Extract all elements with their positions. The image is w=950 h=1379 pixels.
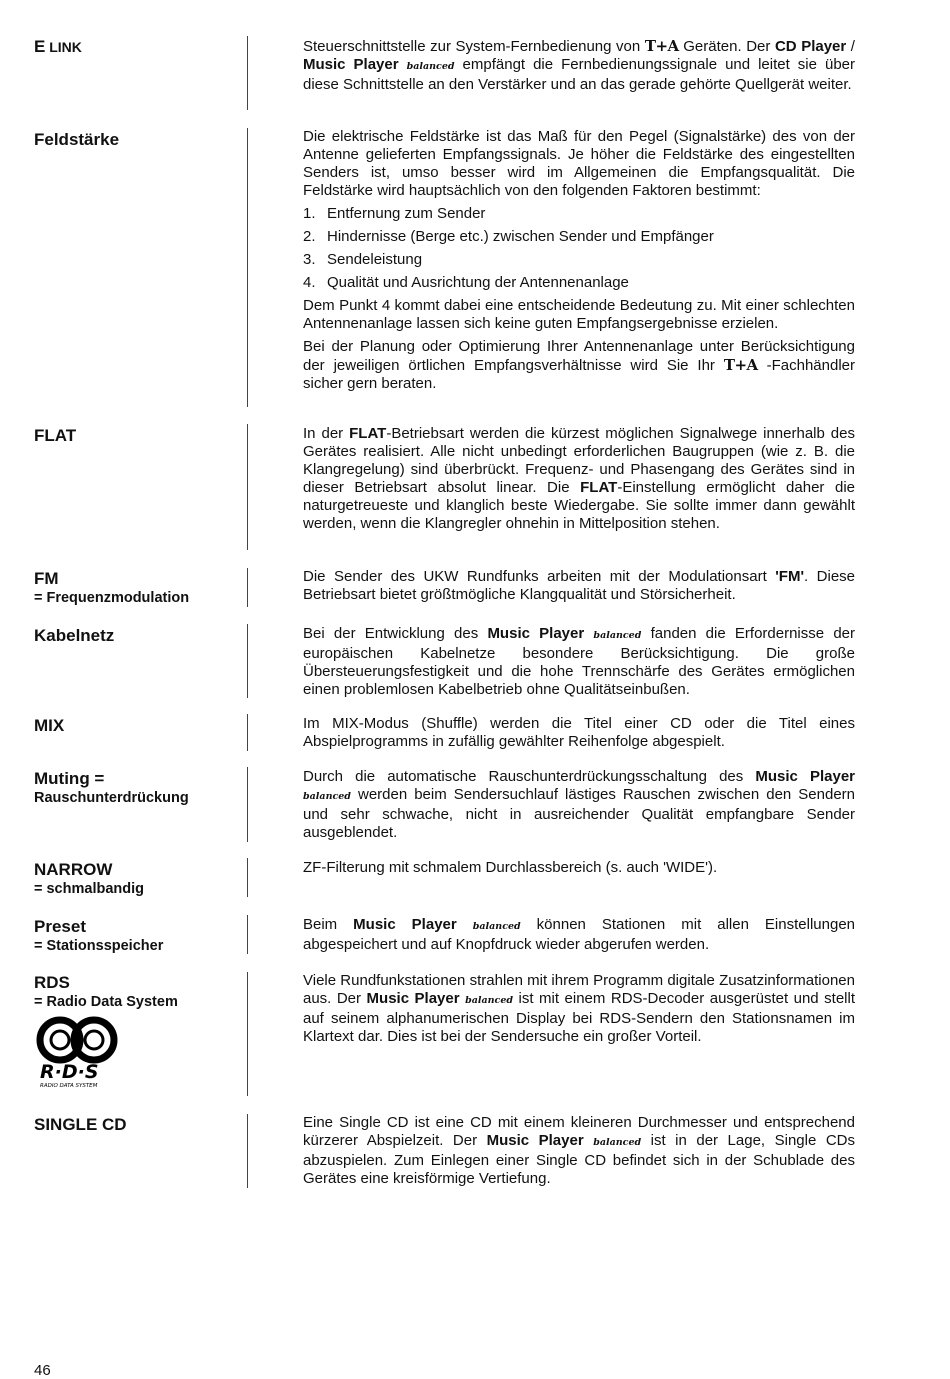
term-label: MIX (34, 716, 65, 735)
brand-logo: T+A (644, 37, 679, 55)
definition-preset: Beim Music Player balanced können Stationen mit allen Einstellungen abgespeichert und auf Knopfdruck wieder abgerufen werden. (303, 916, 855, 953)
product-name: Music Player (486, 1132, 584, 1149)
product-suffix: balanced (303, 791, 351, 802)
term-flat (34, 426, 239, 446)
divider (247, 767, 248, 842)
product-name: Music Player (366, 990, 460, 1007)
definition-kabelnetz: Bei der Entwicklung des Music Player balanced fanden die Erfordernisse der europäischen Kabelnetze besondere Berücksichtigung. Die große Übersteuerungsfestigkeit und die hohe Trennschärfe des Gerätes ermöglichen einen problemlosen Kabelbetrieb ohne Qualitätseinbußen. (303, 625, 855, 698)
term-label: FM (34, 569, 59, 588)
definition-feldstaerke (303, 128, 855, 398)
term-label: SINGLE CD (34, 1115, 127, 1134)
term-label: RDS (34, 973, 70, 992)
term-label: NARROW (34, 860, 113, 879)
page-number: 46 (34, 1362, 51, 1379)
list-item: 1. Entfernung zum Sender (303, 205, 486, 222)
definition-narrow (303, 859, 855, 882)
definition-singlecd: Eine Single CD ist eine CD mit einem kleineren Durchmesser und entsprechend kürzerer Abspielzeit. Der Music Player balanced ist in der Lage, Single CDs abzuspielen. Zum Einlegen einer Single CD befindet sich in der Schublade des Gerätes eine kreisförmige Vertiefung. (303, 1114, 855, 1187)
definition-fm: Die Sender des UKW Rundfunks arbeiten mit der Modulationsart 'FM'. Diese Betriebsart bietet größtmögliche Klangqualität und Störsicherheit. (303, 568, 855, 603)
list-item: 2. Hindernisse (Berge etc.) zwischen Sender und Empfänger (303, 228, 714, 245)
divider (247, 1114, 248, 1188)
product-name: Music Player (487, 625, 585, 642)
term-label: Feldstärke (34, 130, 120, 149)
term-fm (34, 569, 239, 608)
list-item: 4. Qualität und Ausrichtung der Antennenanlage (303, 274, 629, 291)
term-mix (34, 716, 239, 736)
term-label-suffix: LINK (45, 39, 82, 55)
divider (247, 915, 248, 954)
rds-logo-subtext: RADIO DATA SYSTEM (40, 1083, 98, 1089)
term-sublabel: Rauschunterdrückung (34, 790, 189, 806)
divider (247, 568, 248, 607)
rds-logo-icon (36, 1014, 120, 1090)
definition-mix (303, 715, 855, 756)
divider (247, 972, 248, 1096)
product-name: Music Player (755, 768, 855, 785)
term-label: FLAT (34, 426, 77, 445)
product-suffix: balanced (472, 921, 521, 932)
term-kabelnetz (34, 626, 239, 646)
paragraph: Dem Punkt 4 kommt dabei eine entscheidende Bedeutung zu. Mit einer schlechten Antennenanlage lassen sich keine guten Empfangsergebnisse erzielen. (303, 297, 855, 332)
paragraph: ZF-Filterung mit schmalem Durchlassbereich (s. auch 'WIDE'). (303, 859, 718, 876)
term-elink (34, 37, 239, 57)
definition-elink: Steuerschnittstelle zur System-Fernbedienung von T+A Geräten. Der CD Player / Music Player balanced empfängt die Fernbedienungssignale und leitet sie über diese Schnittstelle an den Verstärker und an das gerade gehörte Quellgerät weiter. (303, 37, 855, 93)
factor-list (303, 205, 855, 292)
term-muting (34, 769, 239, 808)
definition-rds: Viele Rundfunkstationen strahlen mit ihrem Programm digitale Zusatzinformationen aus. Der Music Player balanced ist mit einem RDS-Decoder ausgerüstet und stellt auf seinem alphanumerischen Display bei RDS-Sendern den Stationsnamen im Klartext dar. Dies ist bei der Sendersuche ein großer Vorteil. (303, 972, 855, 1045)
term-sublabel: = Radio Data System (34, 994, 178, 1010)
definition-muting: Durch die automatische Rauschunterdrückungsschaltung des Music Player balanced werden beim Sendersuchlauf lästiges Rauschen zwischen den Sendern und sehr schwache, nicht in ausreichender Qualität empfangbare Sender ausgeblendet. (303, 768, 855, 841)
list-item: 3. Sendeleistung (303, 251, 423, 268)
brand-logo: T+A (723, 356, 758, 374)
term-narrow (34, 860, 239, 899)
divider (247, 128, 248, 407)
product-name: Music Player (353, 916, 457, 933)
product-suffix: balanced (593, 1137, 642, 1148)
divider (247, 714, 248, 751)
product-suffix: balanced (406, 61, 455, 72)
paragraph: Bei der Planung oder Optimierung Ihrer Antennenanlage unter Berücksichtigung der jeweiligen örtlichen Empfangsverhältnisse wird Sie Ihr T+A -Fachhändler sicher gern beraten. (303, 338, 855, 392)
product-name: Music Player (303, 56, 399, 73)
term-label: Kabelnetz (34, 626, 115, 645)
term-feldstaerke (34, 130, 239, 150)
product-suffix: balanced (465, 995, 514, 1006)
term-rds (34, 973, 239, 1012)
term-preset (34, 917, 239, 956)
divider (247, 624, 248, 698)
product-suffix: balanced (593, 630, 642, 641)
term-label: Preset (34, 917, 86, 936)
divider (247, 858, 248, 897)
term-label: E (34, 37, 46, 56)
term-sublabel: = schmalbandig (34, 881, 144, 897)
rds-logo-text: R·D·S (40, 1061, 99, 1083)
term-singlecd (34, 1115, 239, 1135)
paragraph: Im MIX-Modus (Shuffle) werden die Titel einer CD oder die Titel eines Abspielprogramms in zufällig gewählter Reihenfolge abgespielt. (303, 715, 855, 750)
term-sublabel: = Stationsspeicher (34, 938, 164, 954)
term-sublabel: = Frequenzmodulation (34, 590, 190, 606)
term-label: Muting = (34, 769, 105, 788)
divider (247, 36, 248, 110)
paragraph: Die elektrische Feldstärke ist das Maß für den Pegel (Signalstärke) des von der Antenne gelieferten Empfangssignals. Je höher die Feldstärke des eingestellten Senders ist, umso besser wird im Allgemeinen die Empfangsqualität. Die Feldstärke wird hauptsächlich von den folgenden Faktoren bestimmt: (303, 128, 855, 199)
definition-flat: In der FLAT-Betriebsart werden die kürzest möglichen Signalwege innerhalb des Gerätes realisiert. Alle nicht unbedingt erforderlichen Baugruppen (wie z. B. die Klangregelung) sind überbrückt. Frequenz- und Phasengang des Gerätes sind in dieser Betriebsart absolut linear. Die FLAT-Einstellung ermöglicht daher die naturgetreueste und klanglich beste Wiedergabe. Sie sollte immer dann gewählt werden, wenn die Klangregler ohnehin in Mittelposition stehen. (303, 425, 855, 532)
divider (247, 424, 248, 550)
